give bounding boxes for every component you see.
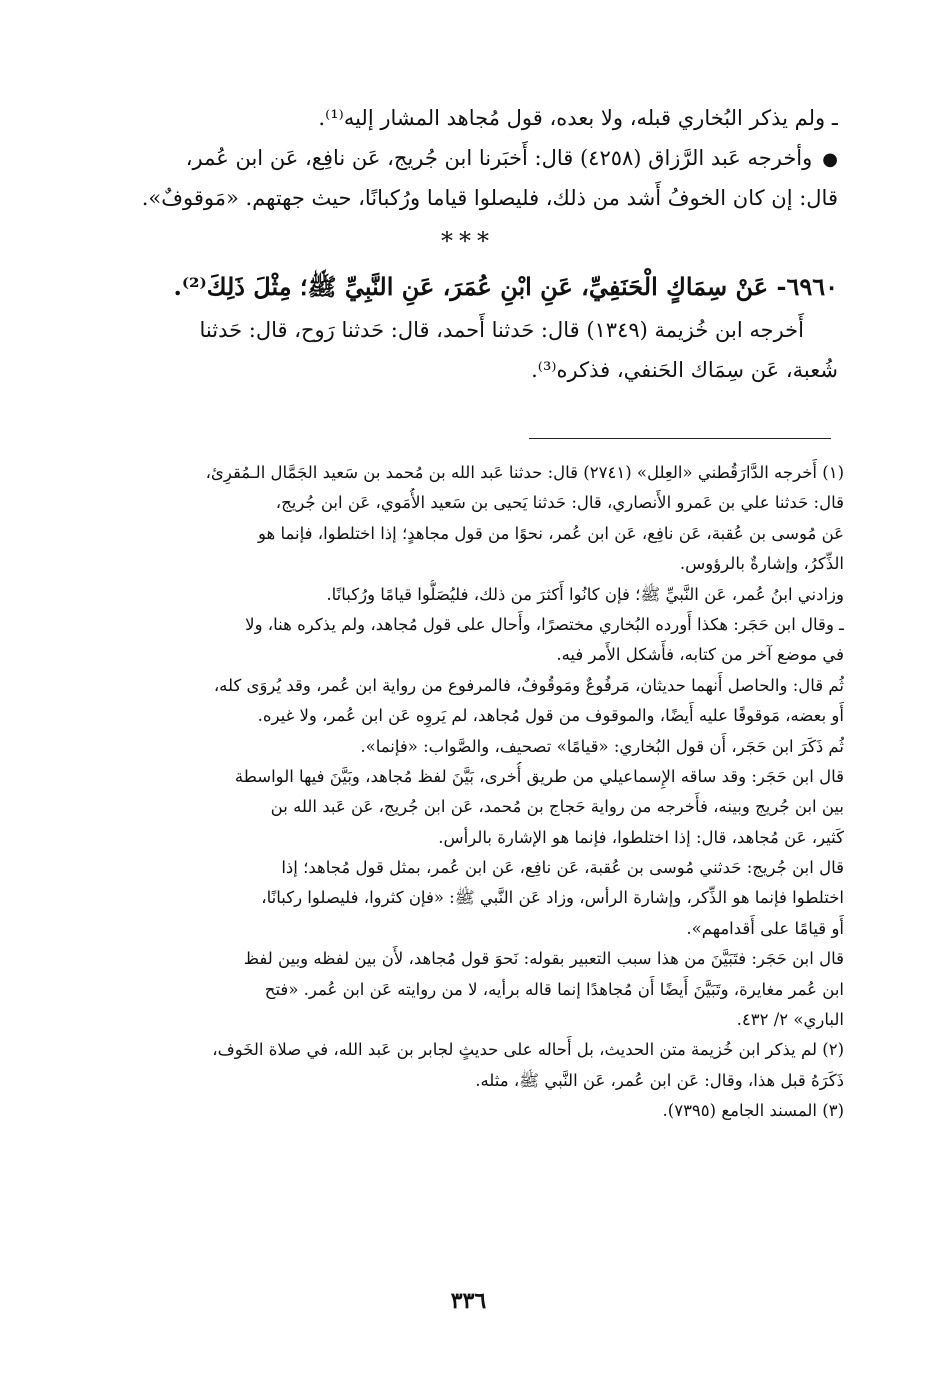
footnote-line: أَو قيامًا على أَقدامهم». [686,918,844,938]
footnote-line: ثُم قال: والحاصل أَنهما حديثان، مَرفُوعٌ ومَوقُوفٌ، فالمرفوع من رواية ابن عُمر، وقد يُروَى كله، [213,675,844,695]
footnote-line: قال ابن جُريج: حَدثني مُوسى بن عُقبة، عَن نافِع، عَن ابن عُمر، بمثل قول مُجاهد؛ إذا [281,858,844,878]
footnote-line: ابن عُمر مغايرة، وتَبَيَّنَ أَيضًا أَن مُجاهدًا إنما قاله برأيه، لا من روايته عَن ابن عُمر. «فتح [264,979,844,999]
footnote-line: كَثير، عَن مُجاهد، قال: إذا اختلطوا، فإنما هو الإشارة بالرأس. [438,827,844,847]
body-line-3: قال: إن كان الخوفُ أَشد من ذلك، فليصلوا قياما ورُكبانًا، حيث جهتهم. «مَوقوفٌ». [141,186,838,210]
body-line-5: شُعبة، عَن سِمَاك الحَنفي، فذكره⁽³⁾. [531,358,838,382]
footnote-line: أَو بعضه، مَوقوفًا عليه أَيضًا، والموقوف من قول مُجاهد، لم يَروِه عَن ابن عُمر، ولا غيره. [257,706,844,726]
footnote-line: وزادني ابنُ عُمر، عَن النَّبيِّ ﷺ؛ فإن كانُوا أَكثرَ من ذلك، فليُصَلُّوا قيامًا ورُكبانًا. [326,584,844,604]
footnote-divider [529,438,831,439]
footnote-line: (٢) لم يذكر ابن خُزيمة متن الحديث، بل أَحاله على حديثٍ لجابر بن عَبد الله، في صلاة الخَوف، [212,1040,844,1060]
body-line-2 [98,138,838,178]
bullet-icon: ● [822,149,838,170]
page-number: ٣٣٦ [450,1288,487,1314]
footnote-line: الباري» ٢/ ٤٣٢. [736,1010,844,1030]
footnote-line: قال ابن حَجَر: فتَبَيَّنَ من هذا سبب التعبير بقوله: نَحوَ قول مُجاهد، لأَن بين لفظه وبين لفظ [243,949,844,969]
footnote-line: (١) أَخرجه الدَّارَقُطني «العِلل» (٢٧٤١) قال: حدثنا عَبد الله بن مُحمد بن سَعيد الجَمَّال الـمُقرِئ، [205,463,844,482]
footnote-line: قال: حَدثنا علي بن عَمرو الأَنصاري، قال: حَدثنا يَحيى بن سَعيد الأُمَوي، عَن ابن جُريج، [275,493,844,513]
footnote-line: الذِّكرُ، وإشارةٌ بالرؤوس. [679,554,844,574]
footnote-line: ذَكَرَهُ قبل هذا، وقال: عَن ابن عُمر، عَن النَّبي ﷺ، مثله. [475,1070,844,1090]
body-line-1: ـ ولم يذكر البُخاري قبله، ولا بعده، قول مُجاهد المشار إليه⁽¹⁾. [318,106,838,130]
body-line-4: أَخرجه ابن خُزيمة (١٣٤٩) قال: حَدثنا أَحمد، قال: حَدثنا رَوح، قال: حَدثنا [199,318,804,342]
footnote-line: عَن مُوسى بن عُقبة، عَن نافِع، عَن ابن عُمر، نحوًا من قول مجاهدٍ؛ إذا اختلطوا، فإنما هو [257,523,844,543]
footnote-line: اختلطوا فإنما هو الذِّكر، وإشارة الرأس، وزاد عَن النَّبي ﷺ: «فإن كثروا، فليصلوا ركبانًا، [261,888,844,908]
hadith-6960: ٦٩٦٠- عَنْ سِمَاكٍ الْحَنَفِيِّ، عَنِ ابْنِ عُمَرَ، عَنِ النَّبِيِّ ﷺ؛ مِثْلَ ذَلِكَ⁽²⁾. [173,272,838,301]
footnote-line: ـ وقال ابن حَجَر: هكذا أَورده البُخاري مختصرًا، وأَحال على قول مُجاهد، ولم يذكره هنا، ولا [245,614,844,634]
footnote-line: في موضع آخر من كتابه، فأَشكل الأَمر فيه. [556,645,844,665]
main-text [98,98,838,390]
footnote-line: (٣) المسند الجامع (٧٣٩٥). [662,1101,844,1121]
footnote-line: بين ابن جُريج وبينه، فأَخرجه من رواية حَجاج بن مُحمد، عَن ابن جُريج، عَن عَبد الله بن [270,797,844,817]
body-line-2-text: وأخرجه عَبد الرَّزاق (٤٢٥٨) قال: أَخبَرنا ابن جُريج، عَن نافِع، عَن ابن عُمر، [185,146,813,170]
footnote-line: ثُم ذَكَرَ ابن حَجَر، أَن قول البُخاري: «قيامًا» تصحيف، والصَّواب: «فإنما». [360,736,844,756]
footnotes [92,458,844,1127]
footnote-line: قال ابن حَجَر: وقد ساقه الإِسماعيلي من طريق أُخرى، بَيَّنَ لفظ مُجاهد، وبَيَّنَ فيها الواسطة [234,766,844,786]
section-separator: *** [441,227,495,255]
